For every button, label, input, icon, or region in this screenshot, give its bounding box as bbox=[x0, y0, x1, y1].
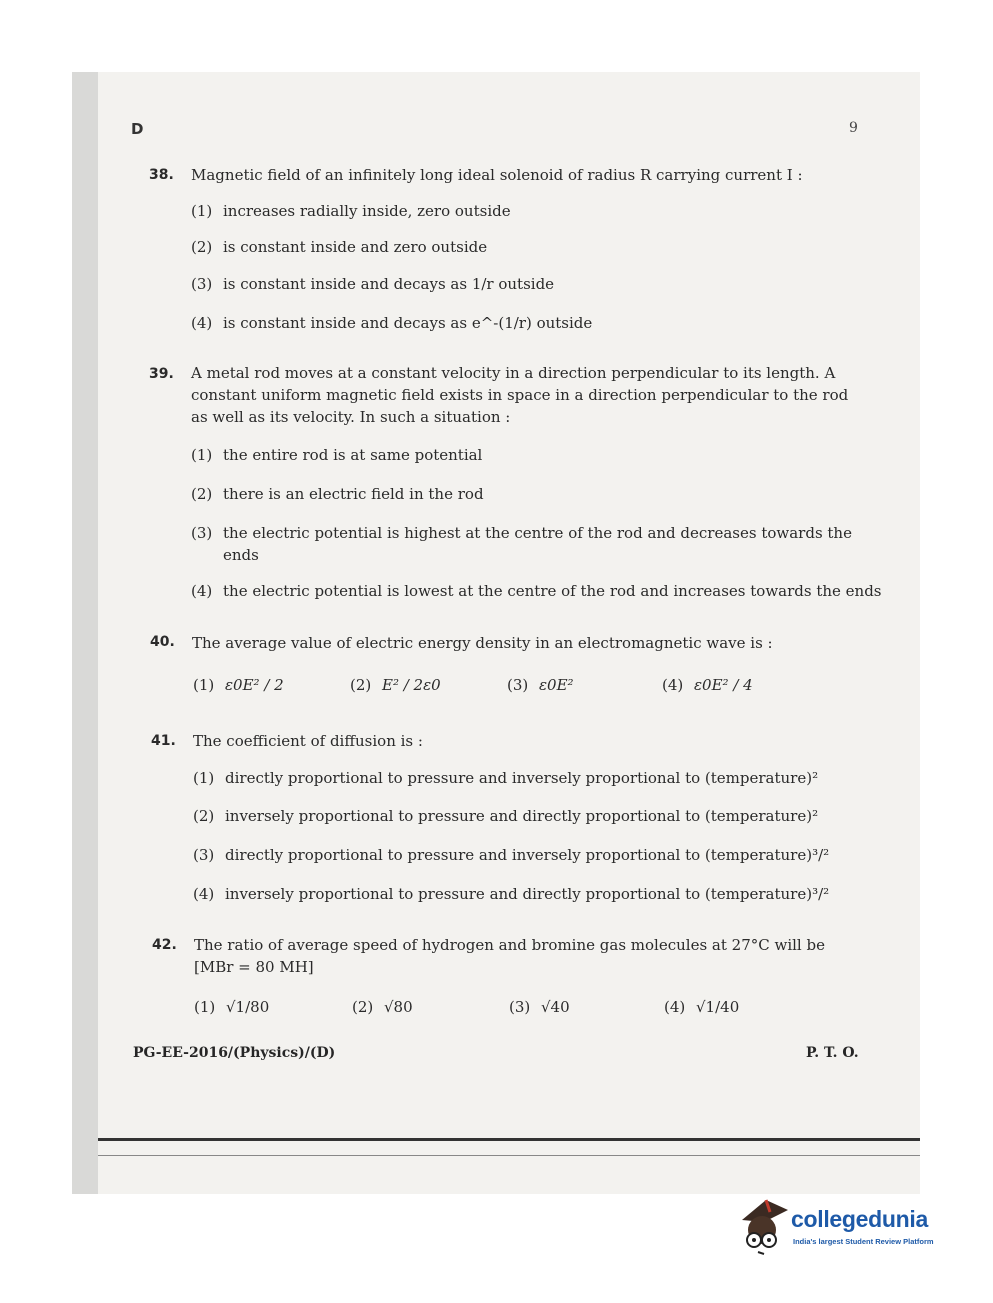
paper-code: PG-EE-2016/(Physics)/(D) bbox=[133, 1045, 336, 1061]
option-number: (4) bbox=[662, 676, 684, 694]
option bbox=[191, 446, 482, 464]
option bbox=[662, 676, 753, 694]
question-text: A metal rod moves at a constant velocity in a direction perpendicular to its length. A constant uniform magnetic field exists in space in a direction perpendicular to the rod as well as its velocity. In such a situation : bbox=[191, 364, 849, 426]
option-number: (3) bbox=[507, 676, 529, 694]
option bbox=[352, 998, 413, 1016]
please-turn-over: P. T. O. bbox=[806, 1045, 859, 1061]
option-number: (3) bbox=[193, 846, 215, 864]
option bbox=[193, 807, 818, 825]
option-number: (1) bbox=[193, 676, 215, 694]
option bbox=[509, 998, 570, 1016]
option-text: √1/40 bbox=[696, 998, 740, 1016]
option bbox=[191, 275, 554, 293]
option-text: directly proportional to pressure and inversely proportional to (temperature)² bbox=[225, 769, 819, 787]
question-number: 40. bbox=[150, 634, 175, 650]
option-number: (2) bbox=[193, 807, 215, 825]
question-number: 42. bbox=[152, 937, 177, 953]
mascot-icon bbox=[736, 1196, 792, 1256]
option bbox=[194, 998, 269, 1016]
option-number: (1) bbox=[194, 998, 216, 1016]
question-number: 39. bbox=[149, 366, 174, 382]
option bbox=[507, 676, 574, 694]
option-number: (3) bbox=[509, 998, 531, 1016]
option-number: (2) bbox=[352, 998, 374, 1016]
option bbox=[350, 676, 441, 694]
option-text: there is an electric field in the rod bbox=[223, 485, 484, 503]
option-number: (1) bbox=[193, 769, 215, 787]
option-text: inversely proportional to pressure and directly proportional to (temperature)³/² bbox=[225, 885, 830, 903]
option-text: directly proportional to pressure and inversely proportional to (temperature)³/² bbox=[225, 846, 830, 864]
page-number: 9 bbox=[849, 120, 858, 136]
option bbox=[664, 998, 739, 1016]
option-text: is constant inside and decays as e^-(1/r) outside bbox=[223, 314, 593, 332]
page-edge-rule bbox=[98, 1138, 920, 1141]
option bbox=[191, 238, 487, 256]
option-number: (4) bbox=[191, 314, 213, 332]
option-text: is constant inside and decays as 1/r outside bbox=[223, 275, 555, 293]
option-text: increases radially inside, zero outside bbox=[223, 202, 511, 220]
question-text: Magnetic field of an infinitely long ideal solenoid of radius R carrying current I : bbox=[191, 166, 803, 184]
option-text: the electric potential is lowest at the centre of the rod and increases towards the ends bbox=[223, 582, 882, 600]
option-number: (3) bbox=[191, 275, 213, 293]
option-text: inversely proportional to pressure and directly proportional to (temperature)² bbox=[225, 807, 819, 825]
option bbox=[193, 885, 829, 903]
question-text: The coefficient of diffusion is : bbox=[193, 732, 423, 750]
option-text: ε0E² / 2 bbox=[225, 676, 284, 694]
option-number: (2) bbox=[350, 676, 372, 694]
question-number: 41. bbox=[151, 733, 176, 749]
page-edge-rule-secondary bbox=[98, 1155, 920, 1156]
option-text: ε0E² / 4 bbox=[694, 676, 753, 694]
question-text: The average value of electric energy density in an electromagnetic wave is : bbox=[192, 634, 773, 652]
option-text: ε0E² bbox=[539, 676, 574, 694]
option bbox=[191, 582, 882, 600]
option bbox=[191, 314, 592, 332]
option bbox=[193, 676, 284, 694]
option-number: (2) bbox=[191, 238, 213, 256]
option-text: is constant inside and zero outside bbox=[223, 238, 488, 256]
logo-wordmark: collegedunia bbox=[791, 1206, 928, 1232]
collegedunia-logo bbox=[736, 1196, 966, 1256]
option-number: (2) bbox=[191, 485, 213, 503]
option bbox=[191, 485, 484, 503]
option bbox=[193, 846, 829, 864]
option-number: (3) bbox=[191, 524, 213, 542]
option bbox=[191, 202, 511, 220]
option-text: √1/80 bbox=[226, 998, 270, 1016]
option bbox=[191, 522, 856, 566]
option-text: √40 bbox=[541, 998, 570, 1016]
option-number: (4) bbox=[191, 582, 213, 600]
question-text-given: [MBr = 80 MH] bbox=[194, 958, 314, 976]
option-number: (1) bbox=[191, 446, 213, 464]
question-number: 38. bbox=[149, 167, 174, 183]
option-text: E² / 2ε0 bbox=[382, 676, 441, 694]
question-text: The ratio of average speed of hydrogen and bromine gas molecules at 27°C will be bbox=[194, 936, 825, 954]
option-text: the entire rod is at same potential bbox=[223, 446, 483, 464]
option bbox=[193, 769, 818, 787]
option-text: √80 bbox=[384, 998, 413, 1016]
logo-tagline: India's largest Student Review Platform bbox=[793, 1237, 934, 1246]
option-number: (1) bbox=[191, 202, 213, 220]
set-label: D bbox=[131, 120, 144, 138]
option-number: (4) bbox=[664, 998, 686, 1016]
option-number: (4) bbox=[193, 885, 215, 903]
option-text: the electric potential is highest at the centre of the rod and decreases towards the ends bbox=[223, 524, 852, 564]
